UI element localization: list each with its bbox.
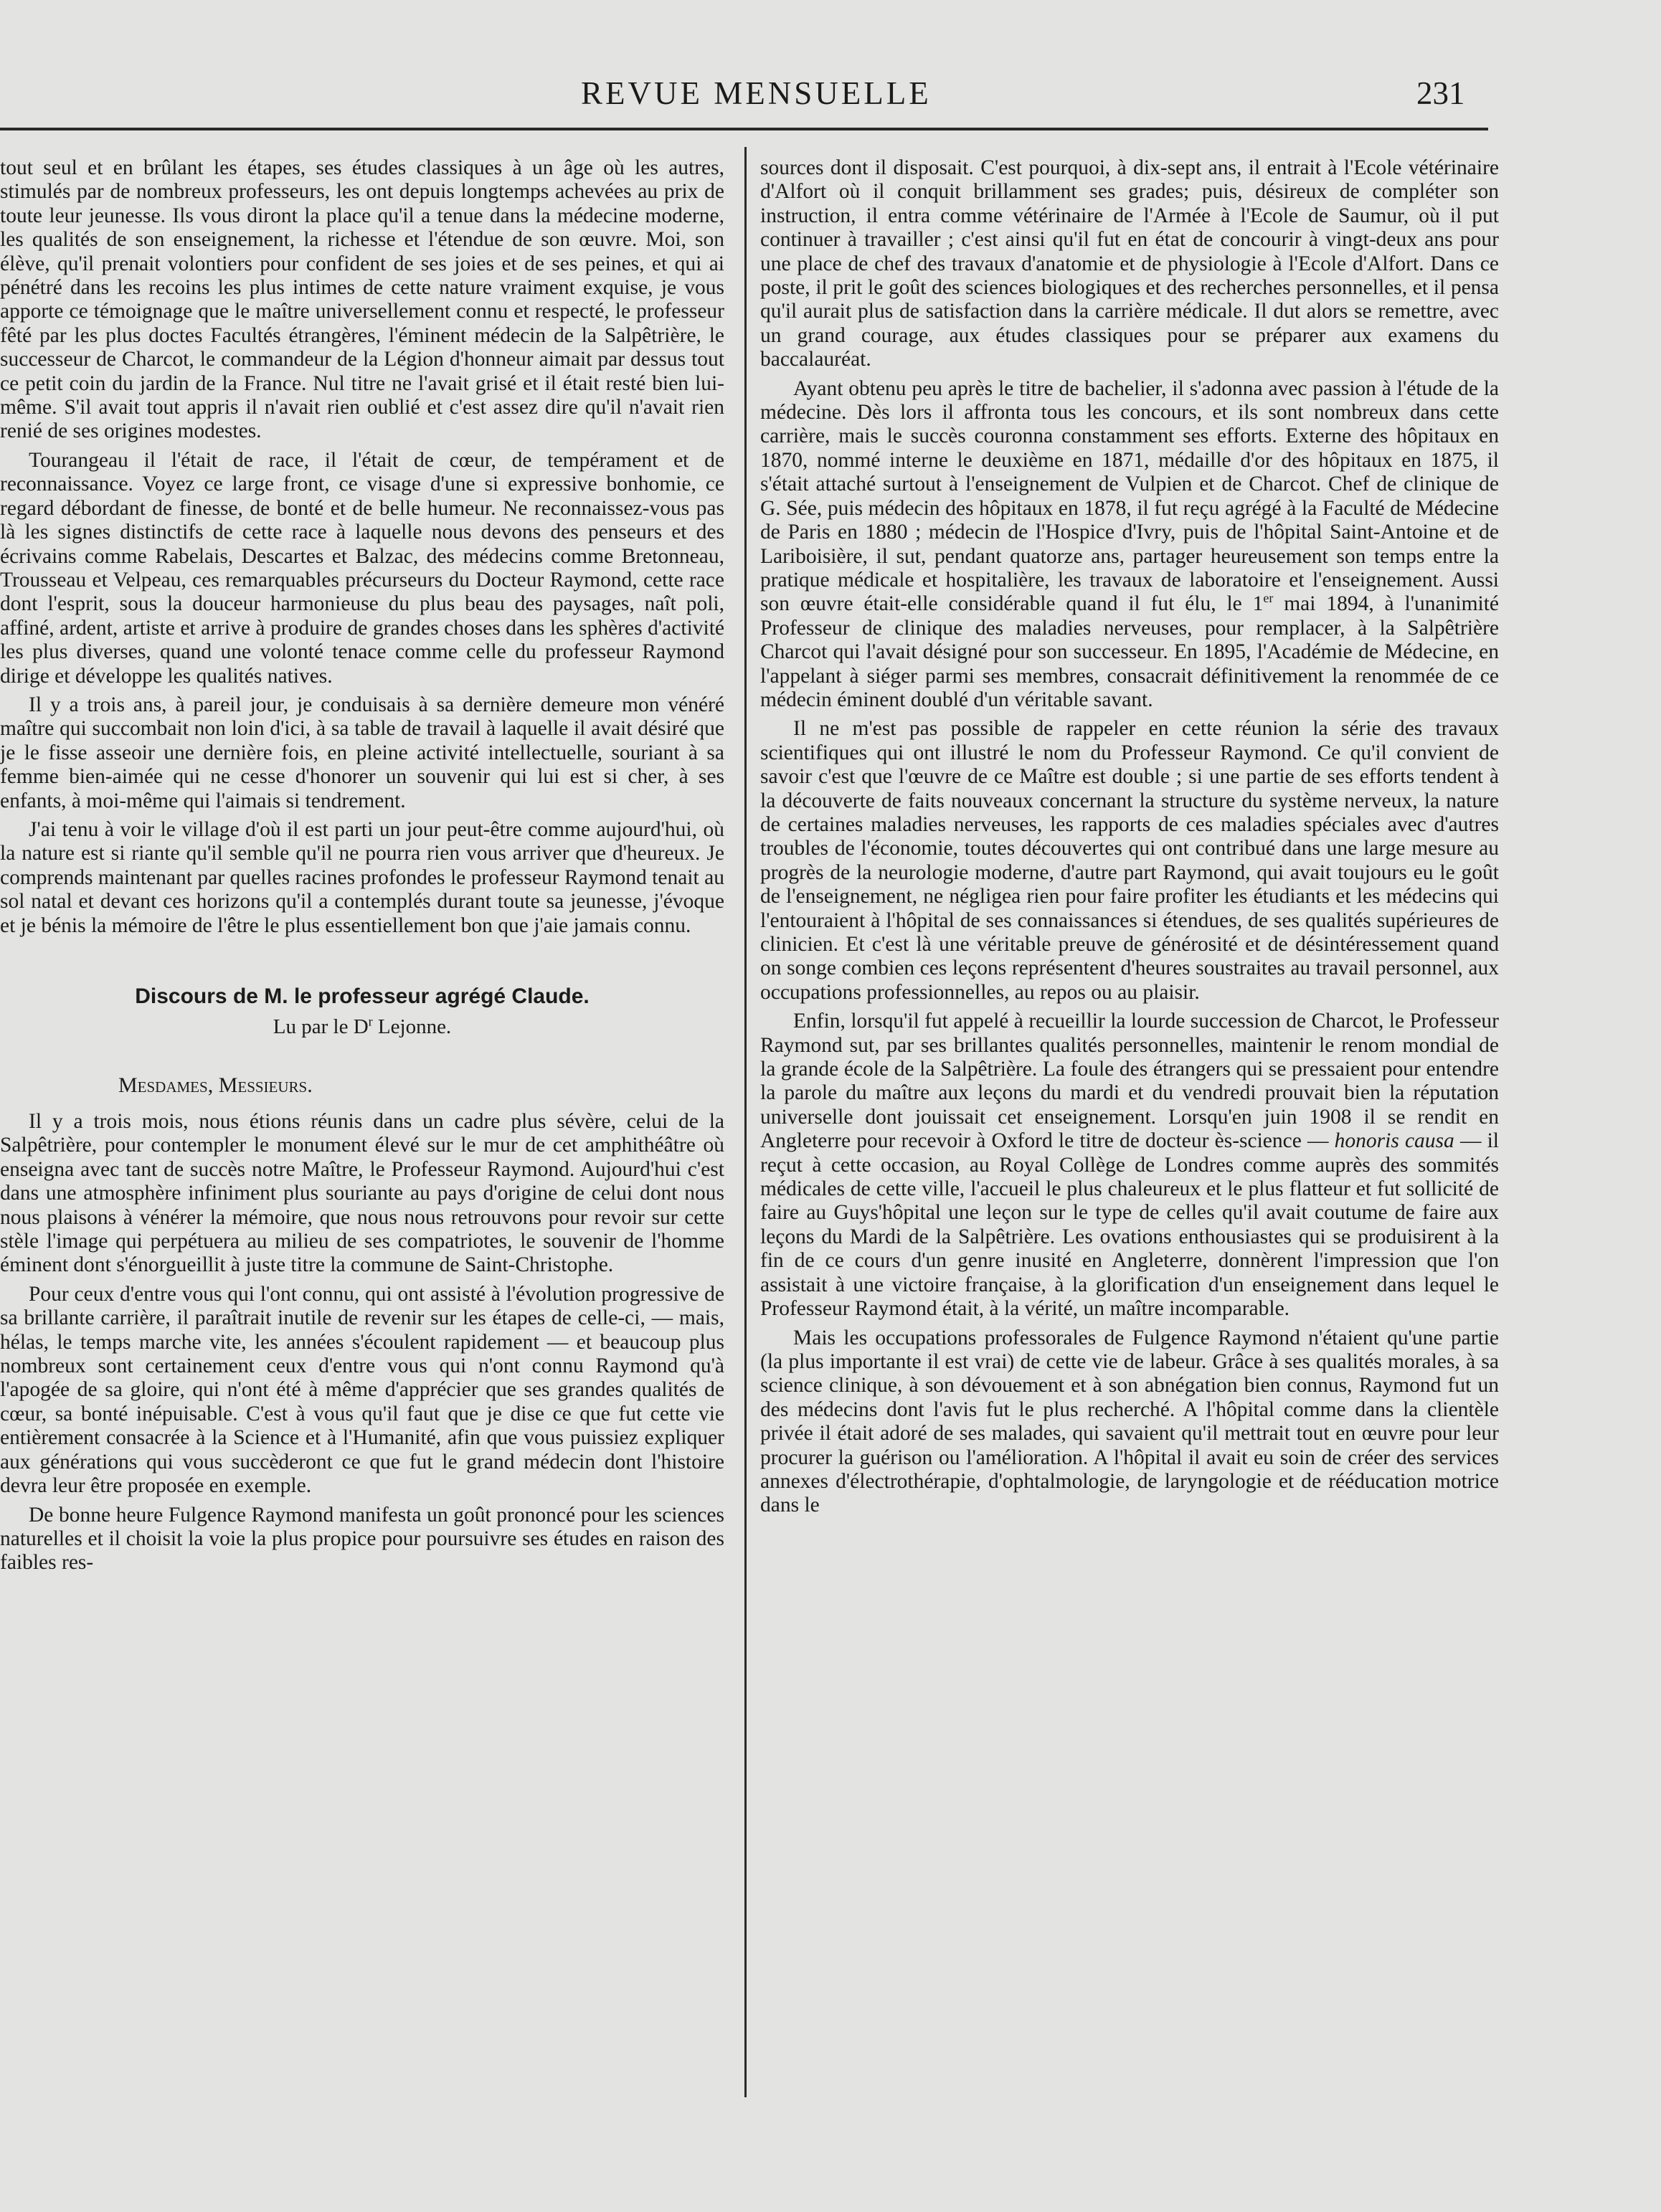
paragraph <box>760 377 1499 713</box>
paragraph: Il ne m'est pas possible de rappeler en cette réunion la série des travaux scientifiques qui ont illustré le nom du Professeur Raymond. Ce qu'il convient de savoir c'est que l'œuvre de ce Maître est double ; si une partie de ses efforts tendent à la découverte de faits nouveaux concernant la structure du système nerveux, la nature de certaines maladies nerveuses, les rapports de ces maladies spéciales avec d'autres troubles de l'économie, toutes découvertes qui ont contribué dans une large mesure au progrès de la neurologie moderne, d'autre part Raymond, qui avait toujours eu le goût de l'enseignement, ne négligea rien pour faire profiter les étudiants et les médecins qui l'entouraient à l'hôpital de ses connaissances si étendues, de ses qualités supérieures de clinicien. Et c'est là une véritable preuve de générosité et de désintéressement quand on songe combien ces leçons représentent d'heures soustraites au travail personnel, aux occupations professionnelles, au repos ou au plaisir. <box>760 717 1499 1004</box>
paragraph: De bonne heure Fulgence Raymond manifesta un goût prononcé pour les sciences naturelles et il choisit la voie la plus propice pour poursuivre ses études en raison des faibles res- <box>0 1503 724 1575</box>
paragraph-text-end: — il reçut à cette occasion, au Royal Collège de Londres comme auprès des sommités médicales de cette ville, l'accueil le plus chaleureux et le plus flatteur et fut sollicité de faire au Guys'hôpital une leçon sur le type de celles qu'il avait coutume de faire aux leçons du Mardi de la Salpêtrière. Les ovations enthousiastes qui se produisirent à la fin de ce cours d'un genre inusité en Angleterre, donnèrent l'impression que l'on assistait à une victoire française, à la glorification d'un enseignement dans lequel le Professeur Raymond était, à la vérité, un maître incomparable. <box>760 1129 1499 1321</box>
byline-text: Lu par le D <box>273 1015 369 1038</box>
right-column <box>760 156 1499 1523</box>
paragraph: Mais les occupations professorales de Fulgence Raymond n'étaient qu'une partie (la plus importante il est vrai) de cette vie de labeur. Grâce à ses qualités morales, à sa science clinique, à son dévouement et à son abnégation bien connus, Raymond fut un des médecins dont l'avis fut le plus recherché. A l'hôpital comme dans la clientèle privée il était adoré de ses malades, qui savaient qu'il mettrait tout en œuvre pour leur procurer la guérison ou l'amélioration. A l'hôpital il avait eu soin de créer des services annexes d'électrothérapie, d'ophtalmologie, de laryngologie et de rééducation motrice dans le <box>760 1326 1499 1517</box>
page-number: 231 <box>1416 75 1465 111</box>
paragraph: Tourangeau il l'était de race, il l'était de cœur, de tempérament et de reconnaissance. Voyez ce large front, ce visage d'une si expressive bonhomie, ce regard débordant de finesse, de bonté et de belle humeur. Ne reconnaissez-vous pas là les signes distinctifs de cette race à laquelle nous devons des penseurs et des écrivains comme Rabelais, Descartes et Balzac, des médecins comme Bretonneau, Trousseau et Velpeau, ces remarquables précurseurs du Docteur Raymond, cette race dont l'esprit, sous la douceur harmonieuse du plus beau des paysages, naît poli, affiné, ardent, artiste et arrive à produire de grandes choses dans les sphères d'activité les plus diverses, quand une volonté tenace comme celle du professeur Raymond dirige et développe les qualités natives. <box>0 448 724 688</box>
paragraph-text: Ayant obtenu peu après le titre de bachelier, il s'adonna avec passion à l'étude de la médecine. Dès lors il affronta tous les concours, et ils sont nombreux dans cette carrière, mais le succès couronna constamment ses efforts. Externe des hôpitaux en 1870, nommé interne le deuxième en 1871, médaille d'or des hôpitaux en 1875, il s'était attaché surtout à l'enseignement de Vulpien et de Charcot. Chef de clinique de G. Sée, puis médecin des hôpitaux en 1878, il fut reçu agrégé à la Faculté de Médecine de Paris en 1880 ; médecin de l'Hospice d'Ivry, puis de l'hôpital Saint-Antoine et de Lariboisière, il sut, pendant quatorze ans, partager heureusement son temps entre la pratique médicale et hospitalière, les travaux de laboratoire et l'enseignement. Aussi son œuvre était-elle considérable quand il fut élu, le 1 <box>760 376 1499 616</box>
header-rule <box>0 128 1488 130</box>
paragraph-text-end: mai 1894, à l'unanimité Professeur de clinique des maladies nerveuses, pour remplacer, à la Salpêtrière Charcot qui l'avait désigné pour son successeur. En 1895, l'Académie de Médecine, en l'appelant à siéger parmi ses membres, consacrait définitivement la renommée de ce médecin éminent doublé d'un véritable savant. <box>760 592 1499 711</box>
latin-phrase: honoris causa <box>1334 1129 1454 1153</box>
left-column <box>0 156 724 1580</box>
paragraph-text: Enfin, lorsqu'il fut appelé à recueillir la lourde succession de Charcot, le Professeur Raymond sut, par ses brillantes qualités personnelles, maintenir le renom mondial de la grande école de la Salpêtrière. La foule des étrangers qui se pressaient pour entendre la parole du maître aux leçons du mardi et du vendredi prouvait bien la réputation universelle dont jouissait cet enseignement. Lorsqu'en juin 1908 il se rendit en Angleterre pour recevoir à Oxford le titre de docteur ès-science — <box>760 1010 1499 1153</box>
section-heading: Discours de M. le professeur agrégé Claude. <box>135 984 590 1008</box>
salutation: Mesdames, Messieurs. <box>118 1073 313 1097</box>
byline-superscript: r <box>368 1014 373 1029</box>
paragraph: sources dont il disposait. C'est pourquoi, à dix-sept ans, il entrait à l'Ecole vétérinaire d'Alfort où il conquit brillamment ses grades; puis, désireux de compléter son instruction, il entra comme vétérinaire de l'Armée à l'Ecole de Saumur, où il put continuer à travailler ; c'est ainsi qu'il fut en état de concourir à vingt-deux ans pour une place de chef des travaux d'anatomie et de physiologie à l'Ecole d'Alfort. Dans ce poste, il prit le goût des sciences biologiques et des recherches personnelles, et il pensa qu'il aurait plus de satisfaction dans la carrière médicale. Il dut alors se remettre, avec un grand courage, aux études classiques pour se préparer aux examens du baccalauréat. <box>760 156 1499 371</box>
paragraph: J'ai tenu à voir le village d'où il est parti un jour peut-être comme aujourd'hui, où la nature est si riante qu'il semble qu'il ne pourra rien vous arriver que d'heureux. Je comprends maintenant par quelles racines profondes le professeur Raymond tenait au sol natal et devant ces horizons qu'il a contemplés durant toute sa jeunesse, j'évoque et je bénis la mémoire de l'être le plus essentiellement bon que j'aie jamais connu. <box>0 817 724 937</box>
byline-text-end: Lejonne. <box>372 1015 452 1038</box>
ordinal-superscript: er <box>1263 591 1274 606</box>
paragraph: Il y a trois ans, à pareil jour, je conduisais à sa dernière demeure mon vénéré maître qui succombait non loin d'ici, à sa table de travail à laquelle il avait désiré que je le fisse asseoir une dernière fois, en pleine activité intellectuelle, souriant à sa femme bien-aimée qui ne cesse d'honorer un souvenir qui lui est si cher, à ses enfants, à moi-même qui l'aimais si tendrement. <box>0 693 724 812</box>
paragraph: Pour ceux d'entre vous qui l'ont connu, qui ont assisté à l'évolution progressive de sa brillante carrière, il paraîtrait inutile de revenir sur les étapes de celle-ci, — mais, hélas, le temps marche vite, les années s'écoulent rapidement — et beaucoup plus nombreux sont certainement ceux d'entre vous qui n'ont connu Raymond qu'à l'apogée de sa gloire, qui n'ont été à même d'apprécier que ses grandes qualités de cœur, sa bonté inépuisable. C'est à vous qu'il faut que je dise ce que fut cette vie entièrement consacrée à la Science et à l'Humanité, afin que vous puissiez expliquer aux générations qui vous succèderont ce que fut le grand médecin dont l'histoire devra leur être proposée en exemple. <box>0 1282 724 1498</box>
section-byline <box>0 1012 724 1041</box>
column-divider <box>744 147 747 2097</box>
paragraph <box>760 1010 1499 1321</box>
paragraph: tout seul et en brûlant les étapes, ses études classiques à un âge où les autres, stimulés par de nombreux professeurs, les ont depuis longtemps achevées au prix de toute leur jeunesse. Ils vous diront la place qu'il a tenue dans la médecine moderne, les qualités de son enseignement, la richesse et l'étendue de son œuvre. Moi, son élève, qu'il prenait volontiers pour confident de ses joies et de ses peines, et qui ai pénétré dans les recoins les plus intimes de cette nature vraiment exquise, je vous apporte ce témoignage que le maître universellement connu et respecté, le professeur fêté par les plus doctes Facultés étrangères, l'éminent médecin de la Salpêtrière, le successeur de Charcot, le commandeur de la Légion d'honneur aimait par dessus tout ce petit coin du jardin de la France. Nul titre ne l'avait grisé et il était resté bien lui-même. S'il avait tout appris il n'avait rien oublié et c'est assez dire qu'il n'avait rien renié de ses origines modestes. <box>0 156 724 443</box>
journal-title: REVUE MENSUELLE <box>581 75 932 111</box>
running-head <box>0 69 1661 119</box>
paragraph: Il y a trois mois, nous étions réunis dans un cadre plus sévère, celui de la Salpêtrière, pour contempler le monument élevé sur le mur de cet amphithéâtre où enseigna avec tant de succès notre Maître, le Professeur Raymond. Aujourd'hui c'est dans une atmosphère infiniment plus souriante au pays d'origine de celui dont nous nous plaisons à vénérer la mémoire, que nous nous retrouvons pour revoir sur cette stèle l'image qui perpétuera au milieu de ses compatriotes, le souvenir de l'homme éminent dont s'énorgueillit à juste titre la commune de Saint-Christophe. <box>0 1110 724 1277</box>
